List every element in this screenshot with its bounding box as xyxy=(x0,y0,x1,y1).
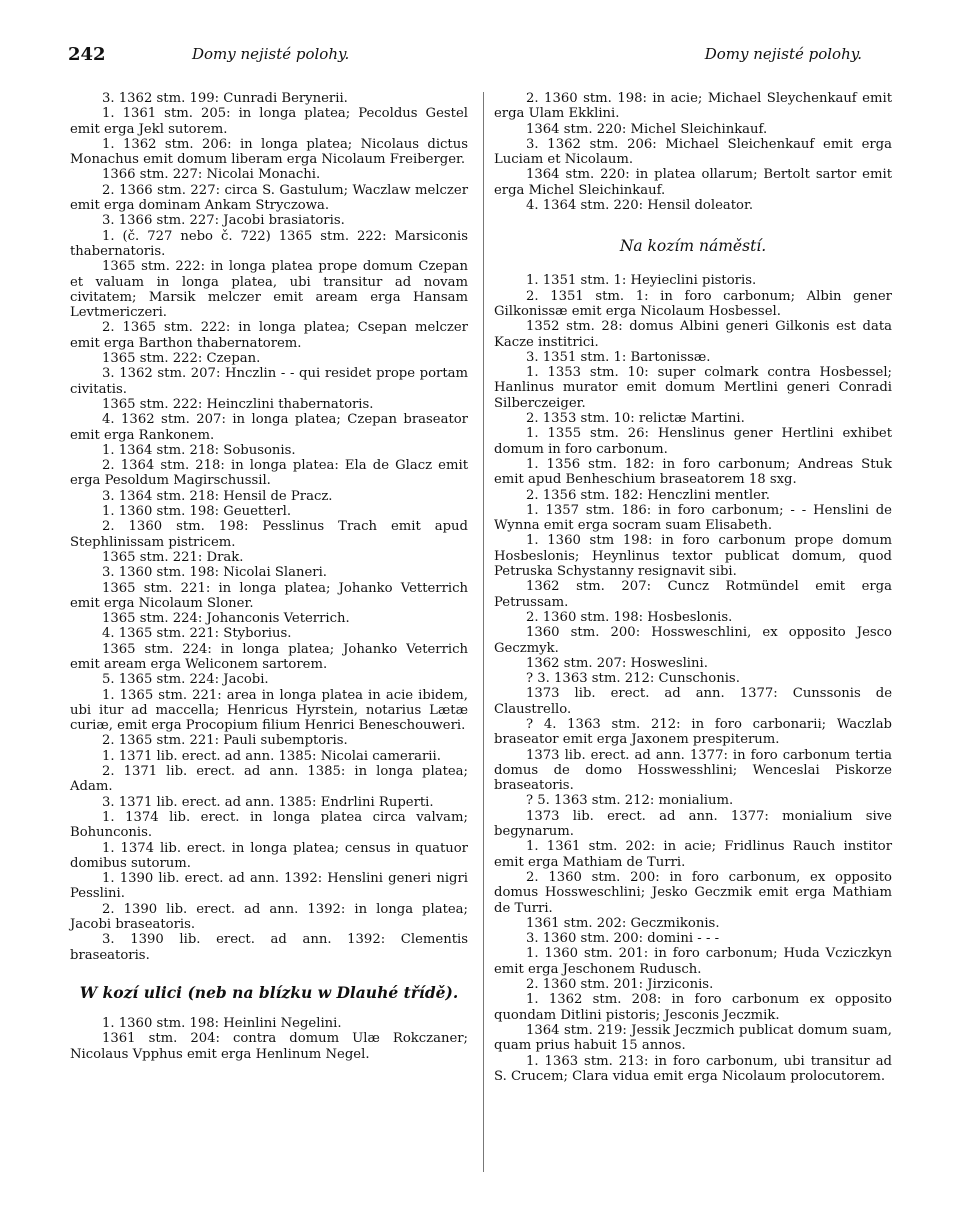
entry-paragraph: 2. 1371 lib. erect. ad ann. 1385: in longa platea; Adam. xyxy=(70,764,468,795)
entry-paragraph: 1365 stm. 221: in longa platea; Johanko Vetterrich emit erga Nicolaum Sloner. xyxy=(70,580,468,611)
entry-paragraph: 1. (č. 727 nebo č. 722) 1365 stm. 222: Marsiconis thabernatoris. xyxy=(70,228,468,259)
entry-paragraph: 2. 1360 stm. 201: Jirziconis. xyxy=(526,977,714,993)
entry-paragraph: 5. 1365 stm. 224: Jacobi. xyxy=(102,672,269,688)
entry-paragraph: 3. 1362 stm. 199: Cunradi Berynerii. xyxy=(102,91,348,106)
entry-paragraph: 1362 stm. 207: Hosweslini. xyxy=(526,655,708,671)
entry-paragraph: ? 5. 1363 stm. 212: monialium. xyxy=(526,793,734,809)
entry-paragraph: 1. 1360 stm. 198: Geuetterl. xyxy=(102,504,292,520)
right-entries-after-heading xyxy=(494,273,892,1084)
entry-paragraph: 1365 stm. 222: Czepan. xyxy=(102,351,261,367)
entry-paragraph: 3. 1371 lib. erect. ad ann. 1385: Endrlini Ruperti. xyxy=(102,794,434,810)
entry-paragraph: 2. 1360 stm. 200: in foro carbonum, ex opposito domus Hossweschlini; Jesko Geczmik emit erga Mathiam de Turri. xyxy=(494,869,892,916)
entry-paragraph: 1361 stm. 204: contra domum Ulæ Rokczaner; Nicolaus Vpphus emit erga Henlinum Negel. xyxy=(70,1031,468,1062)
entry-paragraph: 1352 stm. 28: domus Albini generi Gilkonis est data Kacze institrici. xyxy=(494,319,892,350)
entry-paragraph: 1. 1364 stm. 218: Sobusonis. xyxy=(102,442,296,458)
entry-paragraph: 2. 1356 stm. 182: Henczlini mentler. xyxy=(526,487,770,503)
entry-paragraph: 1362 stm. 207: Cuncz Rotmündel emit erga Petrussam. xyxy=(494,579,892,610)
entry-paragraph: 1. 1374 lib. erect. in longa platea; census in quatuor domibus sutorum. xyxy=(70,840,468,871)
entry-paragraph: 1. 1362 stm. 208: in foro carbonum ex opposito quondam Ditlini pistoris; Jesconis Jeczmik. xyxy=(494,992,892,1023)
entry-paragraph: 1373 lib. erect. ad ann. 1377: monialium sive begynarum. xyxy=(494,808,892,840)
entry-paragraph: 2. 1364 stm. 218: in longa platea: Ela de Glacz emit erga Pesoldum Magirschussil. xyxy=(70,458,468,489)
page-number: 242 xyxy=(68,44,106,65)
entry-paragraph: 1. 1351 stm. 1: Heyieclini pistoris. xyxy=(526,273,757,289)
entry-paragraph: 2. 1365 stm. 222: in longa platea; Csepan melczer emit erga Barthon thabernatorem. xyxy=(70,320,468,351)
section-heading-kozi-ulice: W kozí ulici (neb na blízku w Dlauhé třídě). xyxy=(79,982,459,1002)
entry-paragraph: 1. 1361 stm. 202: in acie; Fridlinus Rauch institor emit erga Mathiam de Turri. xyxy=(494,839,892,870)
entry-paragraph: 2. 1360 stm. 198: Hosbeslonis. xyxy=(526,609,733,625)
entry-paragraph: 3. 1362 stm. 206: Michael Sleichenkauf emit erga Luciam et Nicolaum. xyxy=(494,136,892,168)
entry-paragraph: 1365 stm. 221: Drak. xyxy=(102,549,244,565)
entry-paragraph: 3. 1360 stm. 200: domini - - - xyxy=(526,931,720,947)
entry-paragraph: 1365 stm. 224: Johanconis Veterrich. xyxy=(102,611,350,627)
column-divider xyxy=(483,92,484,1172)
entry-paragraph: 1364 stm. 220: Michel Sleichinkauf. xyxy=(526,121,768,137)
entry-paragraph: 4. 1365 stm. 221: Styborius. xyxy=(102,626,292,642)
entry-paragraph: 2. 1360 stm. 198: Pesslinus Trach emit apud Stephlinissam pistricem. xyxy=(70,519,468,550)
entry-paragraph: 1365 stm. 224: in longa platea; Johanko Veterrich emit aream erga Weliconem sartorem. xyxy=(70,641,468,672)
entry-paragraph: ? 3. 1363 stm. 212: Cunschonis. xyxy=(526,671,740,687)
entry-paragraph: 1365 stm. 222: in longa platea prope domum Czepan et valuam in longa platea, ubi transitur ad novam civitatem; Marsik melczer emit aream erga Hansam Levtmericzeri. xyxy=(70,259,468,321)
entry-paragraph: 1360 stm. 200: Hossweschlini, ex opposito Jesco Geczmyk. xyxy=(494,625,892,656)
running-head-left: Domy nejisté polohy. xyxy=(192,45,350,63)
entry-paragraph: 1. 1355 stm. 26: Henslinus gener Hertlini exhibet domum in foro carbonum. xyxy=(494,426,892,457)
entry-paragraph: 3. 1360 stm. 198: Nicolai Slaneri. xyxy=(102,565,327,581)
entry-paragraph: 1. 1353 stm. 10: super colmark contra Hosbessel; Hanlinus murator emit domum Mertlini generi Conradi Silberczeiger. xyxy=(494,365,892,411)
running-head-right: Domy nejisté polohy. xyxy=(704,45,862,63)
entry-paragraph: 1. 1360 stm. 201: in foro carbonum; Huda Vcziczkyn emit erga Jeschonem Rudusch. xyxy=(494,946,892,977)
right-column xyxy=(494,91,892,1084)
entry-paragraph: 1. 1360 stm 198: in foro carbonum prope domum Hosbeslonis; Heynlinus textor publicat domum, quod Petruska Schystanny resignavit sibi. xyxy=(494,533,892,580)
entry-paragraph: 3. 1364 stm. 218: Hensil de Pracz. xyxy=(102,488,333,504)
entry-paragraph: 1361 stm. 202: Geczmikonis. xyxy=(526,915,720,931)
entry-paragraph: 2. 1366 stm. 227: circa S. Gastulum; Waczlaw melczer emit erga dominam Ankam Stryczowa. xyxy=(70,182,468,214)
entry-paragraph: 1373 lib. erect. ad ann. 1377: in foro carbonum tertia domus de domo Hosswesshlini; Wenceslai Piskorze braseatoris. xyxy=(494,747,892,794)
entry-paragraph: 4. 1364 stm. 220: Hensil doleator. xyxy=(526,198,754,214)
entry-paragraph: 1364 stm. 219: Jessik Jeczmich publicat domum suam, quam prius habuit 15 annos. xyxy=(494,1022,892,1054)
left-entries xyxy=(70,91,468,963)
entry-paragraph: 1366 stm. 227: Nicolai Monachi. xyxy=(102,167,321,183)
entry-paragraph: 2. 1365 stm. 221: Pauli subemptoris. xyxy=(102,733,348,749)
entry-paragraph: 1373 lib. erect. ad ann. 1377: Cunssonis de Claustrello. xyxy=(494,686,892,717)
page-header xyxy=(68,44,908,74)
entry-paragraph: 4. 1362 stm. 207: in longa platea; Czepan braseator emit erga Rankonem. xyxy=(70,412,468,443)
entry-paragraph: 1. 1374 lib. erect. in longa platea circa valvam; Bohunconis. xyxy=(70,809,468,841)
left-column xyxy=(70,91,468,1062)
entry-paragraph: 1. 1363 stm. 213: in foro carbonum, ubi transitur ad S. Crucem; Clara vidua emit erga Nicolaum prolocutorem. xyxy=(494,1053,892,1084)
entry-paragraph: 2. 1351 stm. 1: in foro carbonum; Albin gener Gilkonissæ emit erga Nicolaum Hosbessel. xyxy=(494,288,892,319)
entry-paragraph: 2. 1390 lib. erect. ad ann. 1392: in longa platea; Jacobi braseatoris. xyxy=(70,901,468,933)
entry-paragraph: 1. 1356 stm. 182: in foro carbonum; Andreas Stuk emit apud Benheschium braseatorem 18 sxg. xyxy=(494,456,892,488)
entry-paragraph: 1. 1360 stm. 198: Heinlini Negelini. xyxy=(102,1015,342,1031)
entry-paragraph: 3. 1390 lib. erect. ad ann. 1392: Clementis braseatoris. xyxy=(70,932,468,963)
entry-paragraph: 1. 1362 stm. 206: in longa platea; Nicolaus dictus Monachus emit domum liberam erga Nicolaum Freiberger. xyxy=(70,136,468,168)
entry-paragraph: 1. 1390 lib. erect. ad ann. 1392: Henslini generi nigri Pesslini. xyxy=(70,871,468,902)
section-heading-kozi-namesti: Na kozím náměstí. xyxy=(619,237,767,256)
entry-paragraph: 1. 1371 lib. erect. ad ann. 1385: Nicolai camerarii. xyxy=(102,748,441,764)
entry-paragraph: 1. 1365 stm. 221: area in longa platea in acie ibidem, ubi itur ad maccella; Henricus Hyrstein, notarius Lætæ curiæ, emit erga Procopium filium Henrici Beneschouweri. xyxy=(70,687,468,734)
entry-paragraph: ? 4. 1363 stm. 212: in foro carbonarii; Waczlab braseator emit erga Jaxonem prespiterum. xyxy=(494,716,892,748)
entry-paragraph: 1364 stm. 220: in platea ollarum; Bertolt sartor emit erga Michel Sleichinkauf. xyxy=(494,167,892,198)
entry-paragraph: 3. 1366 stm. 227: Jacobi brasiatoris. xyxy=(102,213,345,229)
entry-paragraph: 2. 1360 stm. 198: in acie; Michael Sleychenkauf emit erga Ulam Ekklini. xyxy=(494,91,892,122)
entry-paragraph: 2. 1353 stm. 10: relictæ Martini. xyxy=(526,411,745,427)
entry-paragraph: 1. 1357 stm. 186: in foro carbonum; - - Henslini de Wynna emit erga socram suam Elisabeth. xyxy=(494,502,892,534)
entry-paragraph: 3. 1351 stm. 1: Bartonissæ. xyxy=(526,349,711,365)
entry-paragraph: 3. 1362 stm. 207: Hnczlin - - qui residet prope portam civitatis. xyxy=(70,366,468,397)
right-entries xyxy=(494,91,892,213)
entry-paragraph: 1. 1361 stm. 205: in longa platea; Pecoldus Gestel emit erga Jekl sutorem. xyxy=(70,106,468,137)
left-entries-after-heading xyxy=(70,1016,468,1062)
entry-paragraph: 1365 stm. 222: Heinczlini thabernatoris. xyxy=(102,396,374,412)
